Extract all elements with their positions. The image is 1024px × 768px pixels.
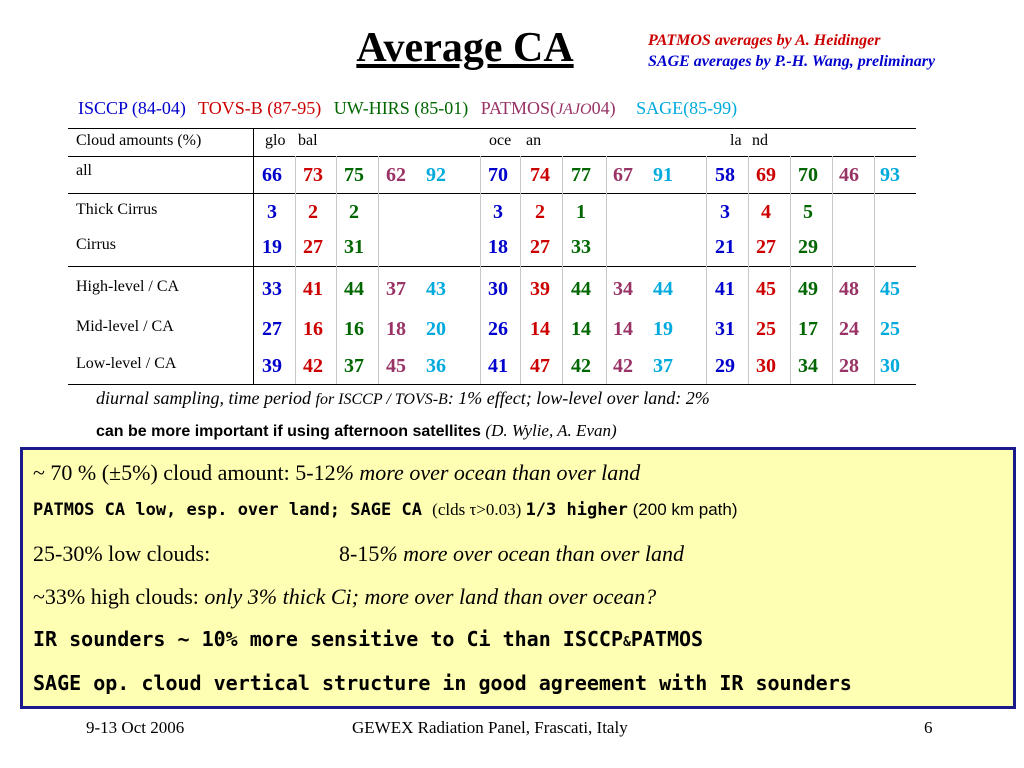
table-cell: 30: [756, 355, 776, 377]
table-cell: 33: [571, 236, 591, 258]
table-cell: 69: [756, 164, 776, 186]
group-header-la: la: [730, 132, 742, 149]
credit-patmos: PATMOS averages by A. Heidinger: [648, 32, 881, 49]
table-cell: 25: [880, 318, 900, 340]
table-cell: 45: [880, 278, 900, 300]
table-cell: 27: [262, 318, 282, 340]
group-header-bal: bal: [298, 132, 318, 149]
summary-line-5: [33, 627, 703, 651]
table-cell: 43: [426, 278, 446, 300]
summary-line-3c: % more over ocean than over land: [379, 541, 684, 566]
summary-line-3a: 25-30% low clouds:: [33, 541, 211, 566]
summary-line-6: SAGE op. cloud vertical structure in good agreement with IR sounders: [33, 671, 852, 695]
table-cell: 2: [308, 201, 318, 223]
summary-line-2a: PATMOS CA low, esp. over land; SAGE CA: [33, 500, 433, 520]
table-cell: 21: [715, 236, 735, 258]
legend-patmos-a: PATMOS(: [480, 98, 557, 118]
table-cell: 27: [756, 236, 776, 258]
table-cell: 58: [715, 164, 735, 186]
table-cell: 4: [761, 201, 771, 223]
summary-line-1b: % more over ocean than over land: [335, 460, 641, 485]
legend-patmos: [481, 98, 616, 118]
group-header-an: an: [526, 132, 542, 149]
row-label: Low-level / CA: [76, 355, 177, 372]
table-cell: 46: [839, 164, 859, 186]
table-cell: 44: [653, 278, 673, 300]
table-cell: 1: [576, 201, 586, 223]
summary-line-2b: (clds τ>0.03): [432, 500, 526, 519]
footer-page-number: 6: [924, 718, 933, 737]
table-cell: 30: [488, 278, 508, 300]
table-cell: 3: [267, 201, 277, 223]
table-cell: 66: [262, 164, 282, 186]
table-cell: 45: [386, 355, 406, 377]
legend-isccp: ISCCP (84-04): [78, 98, 186, 118]
credits: [648, 30, 935, 72]
dataset-legend: [78, 98, 745, 119]
table-cell: 41: [715, 278, 735, 300]
group-header-nd: nd: [752, 132, 768, 149]
table-cell: 41: [488, 355, 508, 377]
summary-line-4a: ~33% high clouds:: [33, 584, 205, 609]
table-cell: 20: [426, 318, 446, 340]
table-cell: 93: [880, 164, 900, 186]
table-cell: 17: [798, 318, 818, 340]
summary-line-1a: ~ 70 % (±5%) cloud amount: 5-12: [33, 460, 336, 485]
table-cell: 19: [653, 318, 673, 340]
summary-line-2c: 1/3 higher: [525, 500, 628, 520]
table-cell: 24: [839, 318, 859, 340]
table-cell: 39: [530, 278, 550, 300]
note2-b: (D. Wylie, A. Evan): [485, 421, 617, 440]
table-cell: 73: [303, 164, 323, 186]
table-cell: 70: [488, 164, 508, 186]
footer-event: GEWEX Radiation Panel, Frascati, Italy: [352, 718, 628, 737]
table-cell: 67: [613, 164, 633, 186]
legend-patmos-c: 04): [591, 98, 616, 118]
note1-c: : 1% effect; low-level over land: 2%: [447, 388, 710, 408]
table-cell: 14: [613, 318, 633, 340]
table-cell: 36: [426, 355, 446, 377]
summary-line-5c: PATMOS: [630, 627, 704, 651]
table-cell: 18: [386, 318, 406, 340]
table-cell: 77: [571, 164, 591, 186]
summary-line-1: [33, 460, 640, 486]
summary-line-2d: (200 km path): [627, 500, 738, 519]
summary-line-4: [33, 584, 656, 610]
summary-line-4b: only 3% thick Ci; more over land than over ocean?: [204, 584, 657, 609]
table-cell: 91: [653, 164, 673, 186]
table-cell: 26: [488, 318, 508, 340]
table-cell: 16: [303, 318, 323, 340]
summary-line-2: [33, 500, 738, 520]
group-header-oce: oce: [489, 132, 512, 149]
table-cell: 28: [839, 355, 859, 377]
table-cell: 47: [530, 355, 550, 377]
footer-date: 9-13 Oct 2006: [86, 718, 185, 737]
cloud-amount-table: [68, 128, 916, 384]
group-header-glo: glo: [265, 132, 286, 149]
note1-b: for ISCCP / TOVS-B: [315, 391, 448, 408]
table-cell: 70: [798, 164, 818, 186]
row-label: High-level / CA: [76, 278, 180, 295]
table-cell: 39: [262, 355, 282, 377]
table-cell: 16: [344, 318, 364, 340]
table-cell: 5: [803, 201, 813, 223]
legend-uwhirs: UW-HIRS (85-01): [333, 98, 469, 118]
table-cell: 14: [571, 318, 591, 340]
row-label: Mid-level / CA: [76, 318, 174, 335]
table-cell: 75: [344, 164, 364, 186]
table-cell: 42: [303, 355, 323, 377]
legend-sage: SAGE(85-99): [636, 98, 738, 118]
table-header-label: Cloud amounts (%): [76, 132, 202, 149]
table-cell: 27: [303, 236, 323, 258]
credit-sage: SAGE averages by P.-H. Wang, preliminary: [648, 53, 936, 70]
table-cell: 37: [344, 355, 364, 377]
table-cell: 49: [798, 278, 818, 300]
summary-line-5a: IR sounders ~ 10% more sensitive to Ci than ISCCP: [33, 627, 624, 651]
table-cell: 29: [798, 236, 818, 258]
row-label: Cirrus: [76, 236, 116, 253]
summary-line-3: [33, 541, 684, 567]
sampling-note: [96, 388, 710, 409]
table-cell: 62: [386, 164, 406, 186]
row-label: Thick Cirrus: [76, 201, 158, 218]
satellite-note: [96, 421, 617, 441]
table-cell: 37: [386, 278, 406, 300]
legend-tovs: TOVS-B (87-95): [198, 98, 322, 118]
table-cell: 30: [880, 355, 900, 377]
table-cell: 2: [535, 201, 545, 223]
table-cell: 3: [493, 201, 503, 223]
table-cell: 42: [571, 355, 591, 377]
table-cell: 48: [839, 278, 859, 300]
table-cell: 92: [426, 164, 446, 186]
summary-box: [20, 447, 1016, 709]
table-cell: 19: [262, 236, 282, 258]
table-cell: 3: [720, 201, 730, 223]
table-cell: 2: [349, 201, 359, 223]
table-cell: 25: [756, 318, 776, 340]
note2-a: can be more important if using afternoon satellites: [96, 423, 486, 440]
table-cell: 37: [653, 355, 673, 377]
table-cell: 29: [715, 355, 735, 377]
table-cell: 42: [613, 355, 633, 377]
page-title: Average CA: [356, 25, 574, 71]
table-cell: 41: [303, 278, 323, 300]
note1-a: diurnal sampling, time period: [96, 388, 316, 408]
table-cell: 34: [613, 278, 633, 300]
legend-patmos-b: JAJO: [556, 101, 592, 118]
row-label: all: [76, 162, 92, 179]
summary-line-3b: 8-15: [339, 541, 380, 566]
table-cell: 34: [798, 355, 818, 377]
table-cell: 33: [262, 278, 282, 300]
table-cell: 74: [530, 164, 550, 186]
table-cell: 18: [488, 236, 508, 258]
table-cell: 44: [571, 278, 591, 300]
table-cell: 44: [344, 278, 364, 300]
table-cell: 31: [715, 318, 735, 340]
table-cell: 27: [530, 236, 550, 258]
table-cell: 45: [756, 278, 776, 300]
table-cell: 31: [344, 236, 364, 258]
table-cell: 14: [530, 318, 550, 340]
summary-line-5b: &: [623, 635, 631, 650]
